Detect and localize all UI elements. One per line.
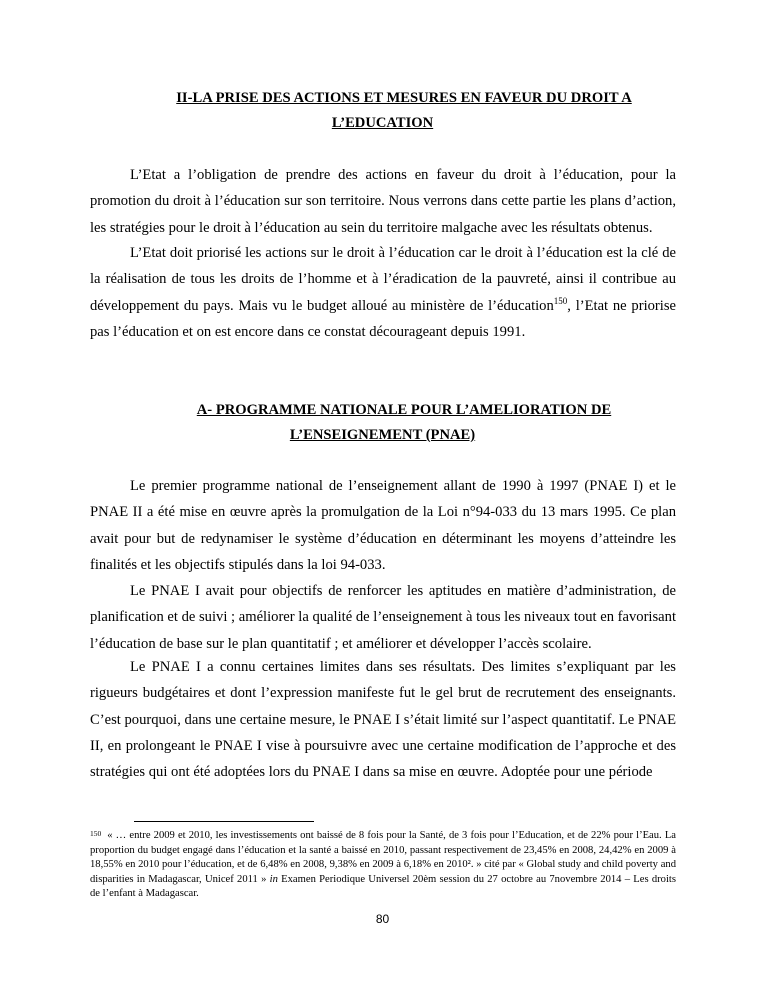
paragraph-2-text: L’Etat doit priorisé les actions sur le droit à l’éducation car le droit à l’éducation est la clé de la réalisation de tous les droits de l’homme et à l’éradication de la pauvreté, ainsi il contribue au développement du pays. Mais vu le budget alloué au ministère de l’éducation: [90, 245, 676, 314]
paragraph-4: Le PNAE I avait pour objectifs de renforcer les aptitudes en matière d’administration, de planification et de suivi ; améliorer la qualité de l’enseignement à tous les niveaux tout en favorisant l’éducation de base sur le plan quantitatif ; et améliorer et développer l’accès scolaire.: [90, 583, 676, 652]
footnote-in: in: [269, 873, 278, 885]
footnote-separator: [134, 821, 314, 822]
footnote-reference[interactable]: 150: [553, 295, 568, 306]
paragraph-2-text-end: , l’Etat ne priorise pas l’éducation et on est encore dans ce constat décourageant depuis 1991.: [90, 297, 676, 340]
section-heading-line2: L’EDUCATION: [331, 115, 434, 131]
subsection-heading-line1: A- PROGRAMME NATIONALE POUR L’AMELIORATION DE: [196, 402, 612, 418]
footnote-number: 150: [90, 829, 102, 838]
footnote-150: [90, 827, 676, 902]
page-number: 80: [375, 912, 390, 926]
paragraph-2: [90, 240, 676, 345]
footnote-text-end: Examen Periodique Universel 20èm session du 27 octobre au 7novembre 2014 – Les droits de l’enfant à Madagascar.: [90, 873, 676, 900]
paragraph-3: Le premier programme national de l’enseignement allant de 1990 à 1997 (PNAE I) et le PNAE II a été mise en œuvre après la promulgation de la Loi n°94-033 du 13 mars 1995. Ce plan avait pour but de redynamiser le système d’éducation en déterminant les moyens d’atteindre les finalités et les objectifs stipulés dans la loi 94-033.: [90, 478, 676, 573]
footnote-text: « … entre 2009 et 2010, les investissements ont baissé de 8 fois pour la Santé, de 3 fois pour l’Education, et de 22% pour l’Eau. La proportion du budget engagé dans l’éducation et la santé a baissé en 2010, passant respectivement de 23,45% en 2008, 24,42% en 2009 à 18,55% en 2010 pour l’éducation, et de 6,48% en 2008, 9,38% en 2009 à 6,18% en 2010². » cité par « Global study and child poverty and disparities in Madagascar, Unicef 2011 »: [90, 830, 676, 885]
paragraph-5: Le PNAE I a connu certaines limites dans ses résultats. Des limites s’expliquant par les rigueurs budgétaires et dont l’expression manifeste fut le gel brut de recrutement des enseignants. C’est pourquoi, dans une certaine mesure, le PNAE I s’était limité sur l’aspect quantitatif. Le PNAE II, en prolongeant le PNAE I vise à poursuivre avec une certaine modification de l’approche et des stratégies qui ont été adoptées lors du PNAE I dans sa mise en œuvre. Adoptée pour une période: [90, 659, 676, 781]
paragraph-1: L’Etat a l’obligation de prendre des actions en faveur du droit à l’éducation, pour la promotion du droit à l’éducation sur son territoire. Nous verrons dans cette partie les plans d’action, les stratégies pour le droit à l’éducation au sein du territoire malgache avec les résultats obtenus.: [90, 167, 676, 236]
subsection-heading-line2: L’ENSEIGNEMENT (PNAE): [289, 427, 476, 443]
section-heading-line1: II-LA PRISE DES ACTIONS ET MESURES EN FAVEUR DU DROIT A: [176, 90, 632, 106]
